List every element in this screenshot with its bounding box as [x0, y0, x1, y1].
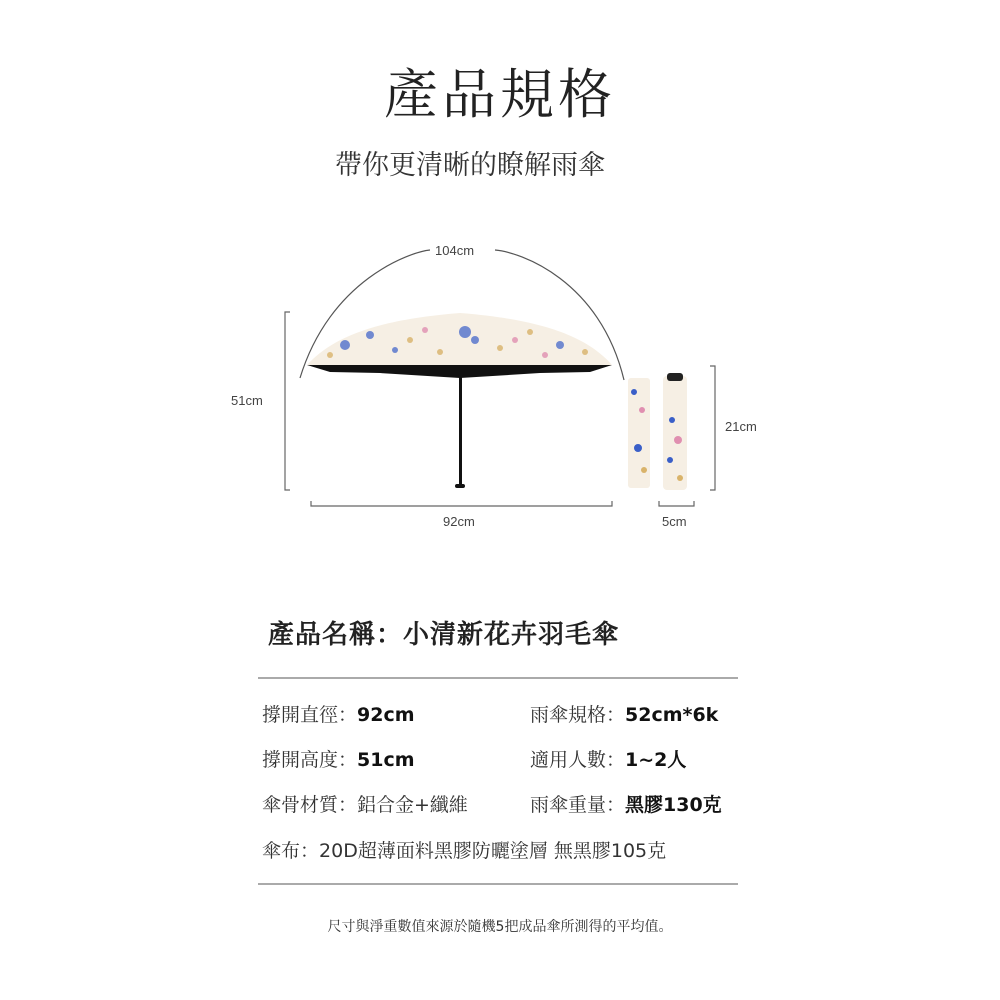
- spec-value: 鋁合金+纖維: [357, 794, 468, 816]
- spec-diameter: [262, 700, 415, 727]
- footnote: 尺寸與淨重數值來源於隨機5把成品傘所測得的平均值。: [327, 919, 673, 935]
- spec-value: 1~2人: [625, 749, 687, 771]
- page-subtitle: 帶你更清晰的瞭解雨傘: [335, 150, 605, 181]
- spec-value: 52cm*6k: [625, 704, 719, 726]
- spec-label: 雨傘規格：: [530, 704, 626, 726]
- open-width-label: 92cm: [440, 514, 478, 529]
- spec-value: 黑膠130克: [625, 794, 722, 816]
- page-title: 產品規格: [384, 63, 616, 126]
- spec-value: 20D超薄面料黑膠防曬塗層 無黑膠105克: [319, 840, 667, 862]
- spec-fabric: [262, 836, 666, 863]
- spec-height: [262, 745, 415, 772]
- closed-height-bracket: [710, 366, 715, 490]
- open-umbrella-image: [307, 313, 612, 488]
- spec-label: 傘布：: [262, 840, 320, 862]
- spec-label: 雨傘重量：: [530, 794, 626, 816]
- spec-label: 適用人數：: [530, 749, 626, 771]
- spec-weight: [530, 790, 722, 817]
- width-bracket: [311, 501, 612, 506]
- spec-size: [530, 700, 718, 727]
- spec-capacity: [530, 745, 686, 772]
- spec-frame: [262, 790, 468, 817]
- spec-label: 撐開高度：: [262, 749, 358, 771]
- closed-height-label: 21cm: [722, 419, 760, 434]
- arc-length-label: 104cm: [432, 243, 477, 258]
- spec-label: 傘骨材質：: [262, 794, 358, 816]
- divider: [258, 883, 738, 885]
- closed-umbrella-image: [628, 373, 687, 490]
- spec-label: 撐開直徑：: [262, 704, 358, 726]
- closed-width-bracket: [659, 501, 694, 506]
- spec-value: 51cm: [357, 749, 415, 771]
- spec-value: 92cm: [357, 704, 415, 726]
- closed-width-label: 5cm: [659, 514, 690, 529]
- divider: [258, 677, 738, 679]
- open-height-label: 51cm: [228, 393, 266, 408]
- product-name: 產品名稱：小清新花卉羽毛傘: [268, 620, 620, 650]
- height-bracket: [285, 312, 290, 490]
